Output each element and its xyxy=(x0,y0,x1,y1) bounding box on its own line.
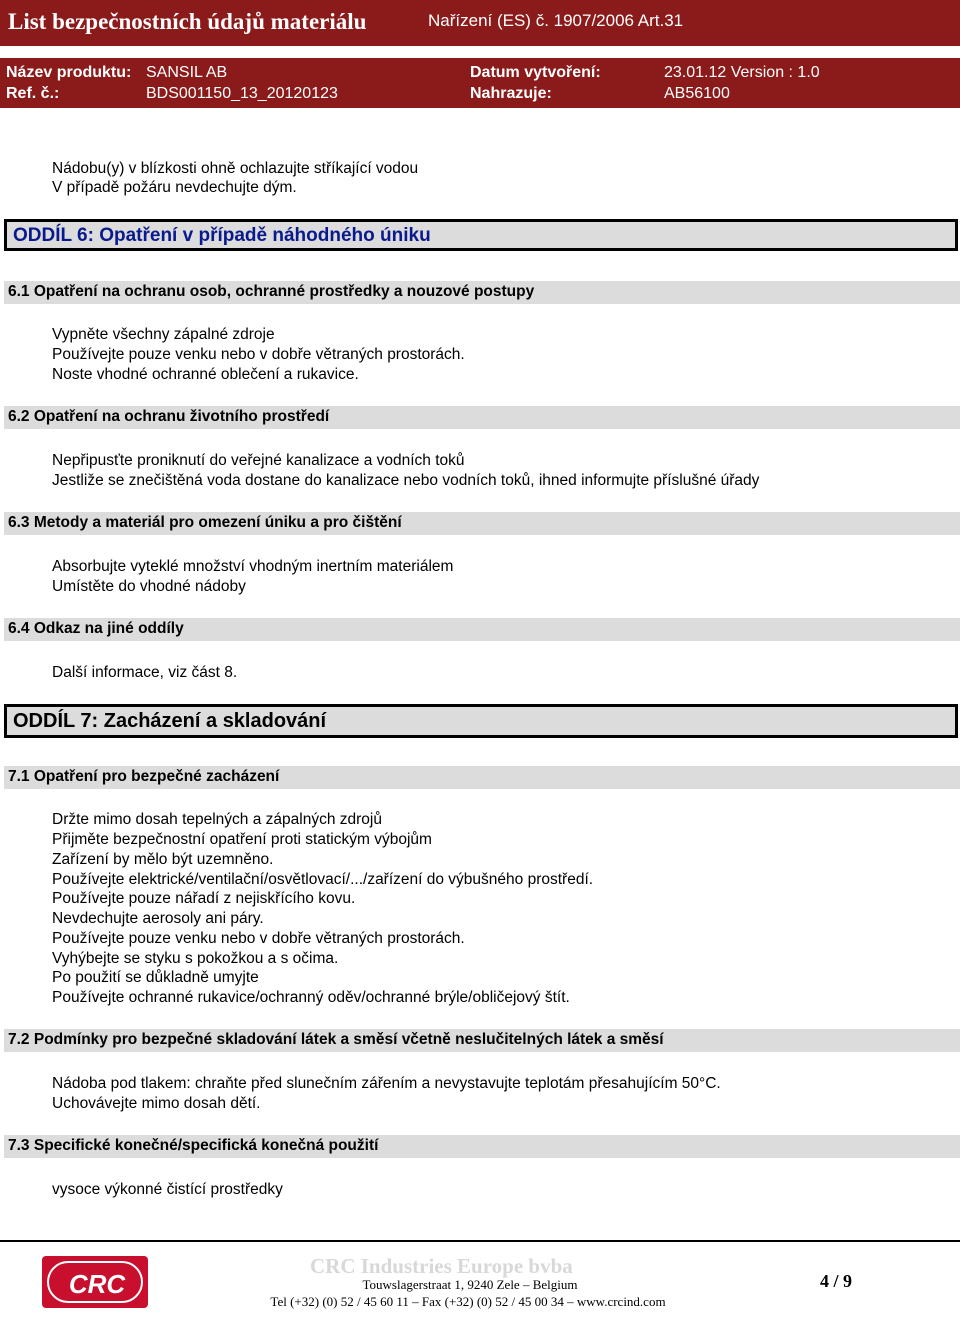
replaces-value: AB56100 xyxy=(664,85,730,102)
section-title: ODDÍL 6: Opatření v případě náhodného úniku xyxy=(13,225,431,246)
section-title: ODDÍL 7: Zacházení a skladování xyxy=(13,710,327,732)
subsection-title: 6.2 Opatření na ochranu životního prostředí xyxy=(8,408,330,425)
subsection-6-3-heading xyxy=(4,512,960,535)
subsection-6-1-heading xyxy=(4,281,960,304)
company-contact: Tel (+32) (0) 52 / 45 60 11 – Fax (+32) (0) 52 / 45 00 34 – www.crcind.com xyxy=(270,1294,666,1309)
text-line: vysoce výkonné čistící prostředky xyxy=(52,1181,283,1198)
product-label: Název produktu: xyxy=(6,64,132,81)
text-line: Používejte pouze venku nebo v dobře větraných prostorách. xyxy=(52,930,465,947)
replaces-label: Nahrazuje: xyxy=(470,85,552,102)
date-label: Datum vytvoření: xyxy=(470,64,601,81)
text-line: Nevdechujte aerosoly ani páry. xyxy=(52,910,264,927)
footer-divider xyxy=(0,1240,960,1242)
ref-label: Ref. č.: xyxy=(6,85,60,102)
text-line: Umístěte do vhodné nádoby xyxy=(52,578,246,595)
text-line: Držte mimo dosah tepelných a zápalných zdrojů xyxy=(52,811,382,828)
page-number: 4 / 9 xyxy=(820,1271,853,1291)
product-info-bar xyxy=(0,58,960,108)
text-line: Uchovávejte mimo dosah dětí. xyxy=(52,1095,261,1112)
subsection-title: 6.4 Odkaz na jiné oddíly xyxy=(8,620,184,637)
text-line: Používejte pouze venku nebo v dobře větraných prostorách. xyxy=(52,346,465,363)
subsection-6-2-heading xyxy=(4,406,960,429)
document-title: List bezpečnostních údajů materiálu xyxy=(8,9,367,34)
section-7-heading xyxy=(4,704,958,738)
subsection-title: 7.3 Specifické konečné/specifická konečná použití xyxy=(8,1137,379,1154)
date-value: 23.01.12 Version : 1.0 xyxy=(664,64,820,81)
text-line: Nádoba pod tlakem: chraňte před slunečním zářením a nevystavujte teplotám přesahujícím 50°C. xyxy=(52,1075,721,1092)
text-line: Po použití se důkladně umyjte xyxy=(52,969,259,986)
text-line: Vypněte všechny zápalné zdroje xyxy=(52,326,275,343)
subsection-6-4-heading xyxy=(4,618,960,641)
header-bar xyxy=(0,0,960,46)
subsection-title: 6.3 Metody a materiál pro omezení úniku a pro čištění xyxy=(8,514,402,531)
text-line: Přijměte bezpečnostní opatření proti statickým výbojům xyxy=(52,831,432,848)
text-line: Zařízení by mělo být uzemněno. xyxy=(52,851,274,868)
subsection-7-1-heading xyxy=(4,766,960,789)
regulation-text: Nařízení (ES) č. 1907/2006 Art.31 xyxy=(428,11,684,30)
subsection-title: 6.1 Opatření na ochranu osob, ochranné prostředky a nouzové postupy xyxy=(8,283,535,300)
text-line: Vyhýbejte se styku s pokožkou a s očima. xyxy=(52,950,339,967)
subsection-title: 7.1 Opatření pro bezpečné zacházení xyxy=(8,768,280,785)
text-line: Používejte elektrické/ventilační/osvětlovací/.../zařízení do výbušného prostředí. xyxy=(52,871,594,888)
text-line: Nádobu(y) v blízkosti ohně ochlazujte stříkající vodou xyxy=(52,160,419,177)
product-value: SANSIL AB xyxy=(146,64,228,81)
text-line: V případě požáru nevdechujte dým. xyxy=(52,179,297,196)
text-line: Používejte pouze nářadí z nejiskřícího kovu. xyxy=(52,890,356,907)
text-line: Absorbujte vyteklé množství vhodným inertním materiálem xyxy=(52,558,454,575)
subsection-7-3-heading xyxy=(4,1135,960,1158)
ref-value: BDS001150_13_20120123 xyxy=(146,85,338,102)
subsection-title: 7.2 Podmínky pro bezpečné skladování látek a směsí včetně neslučitelných látek a směsí xyxy=(8,1031,664,1048)
text-line: Nepřipusťte proniknutí do veřejné kanalizace a vodních toků xyxy=(52,452,465,469)
section-6-heading xyxy=(4,219,958,251)
text-line: Další informace, viz část 8. xyxy=(52,664,238,681)
company-address: Touwslagerstraat 1, 9240 Zele – Belgium xyxy=(362,1277,578,1292)
text-line: Jestliže se znečištěná voda dostane do kanalizace nebo vodních toků, ihned informujte příslušné úřady xyxy=(52,472,760,489)
subsection-7-2-heading xyxy=(4,1029,960,1052)
text-line: Noste vhodné ochranné oblečení a rukavice. xyxy=(52,366,359,383)
company-name: CRC Industries Europe bvba xyxy=(310,1254,573,1278)
logo-text: CRC xyxy=(68,1269,126,1299)
text-line: Používejte ochranné rukavice/ochranný oděv/ochranné brýle/obličejový štít. xyxy=(52,989,570,1006)
